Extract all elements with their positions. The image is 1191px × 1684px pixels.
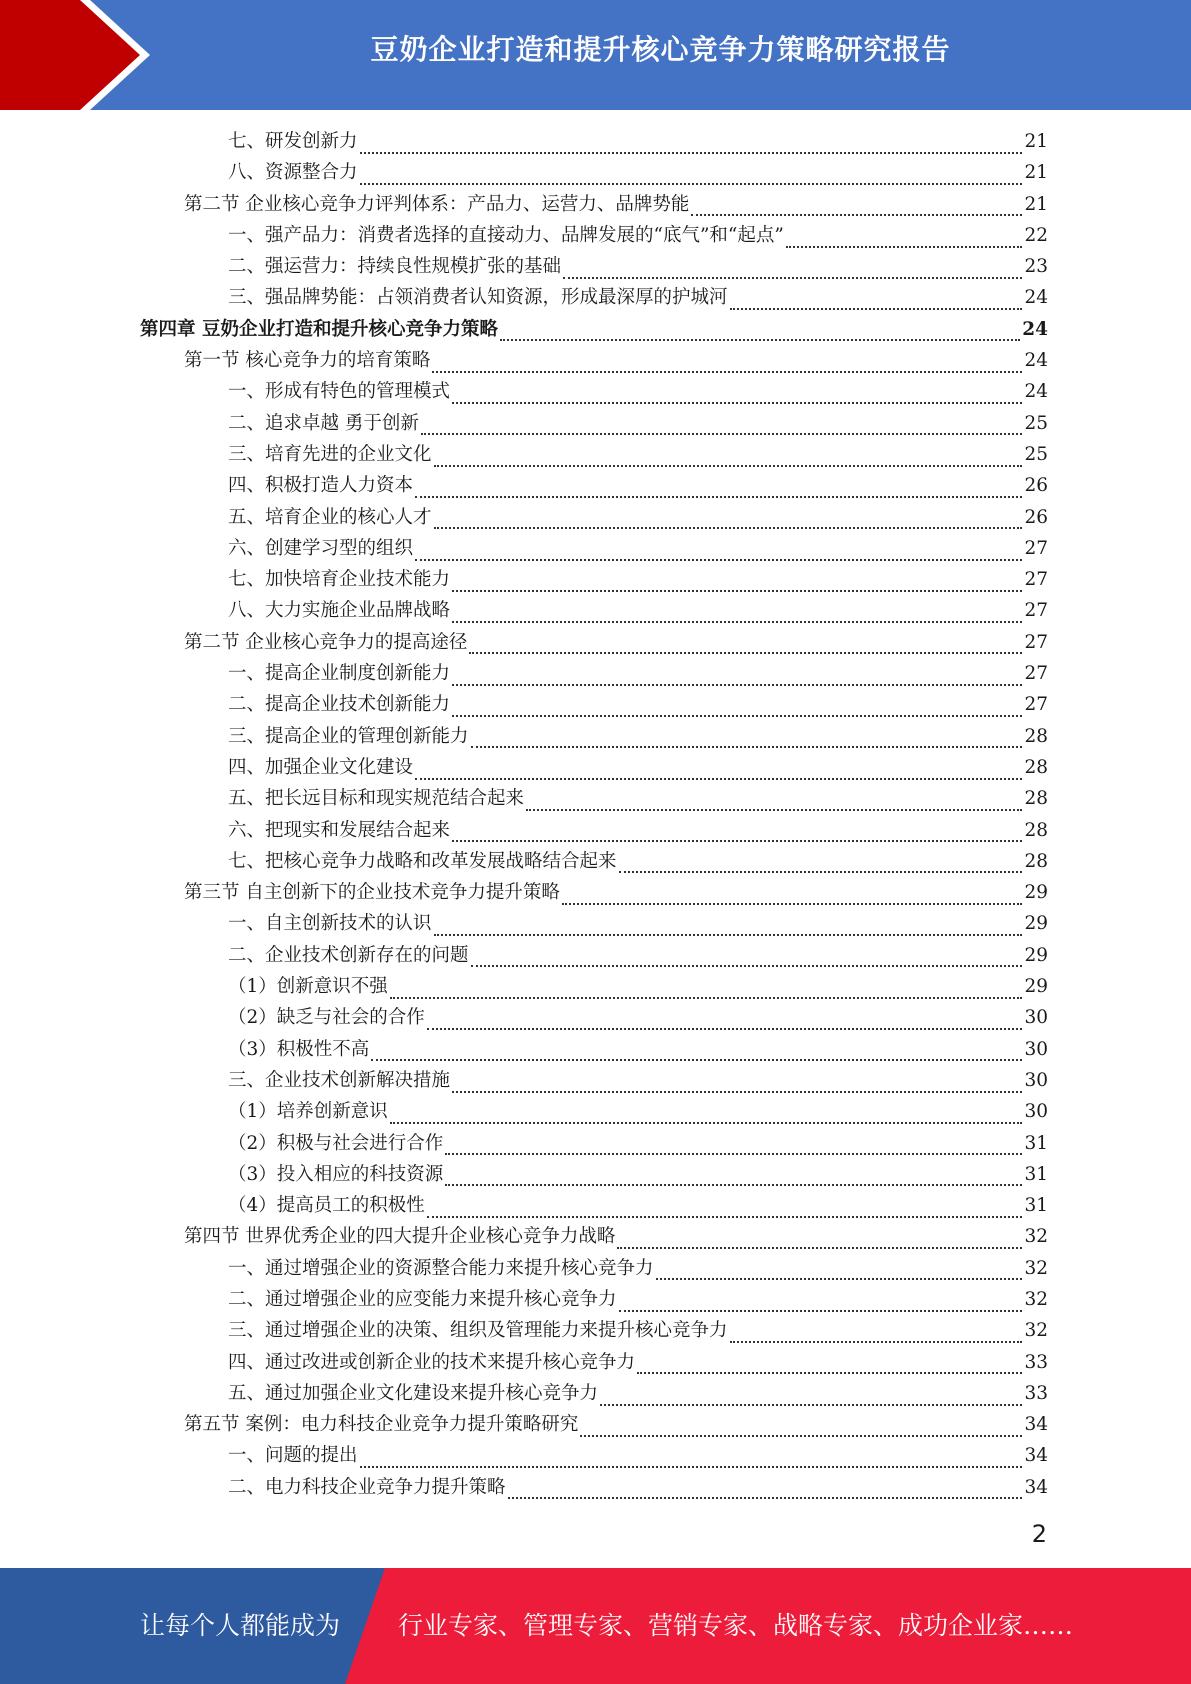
toc-dot-leader (471, 732, 1023, 748)
toc-entry-page: 34 (1024, 1414, 1048, 1436)
toc-entry-title: （1）创新意识不强 (228, 976, 388, 998)
toc-entry[interactable] (140, 189, 1048, 220)
toc-entry-title: 五、培育企业的核心人才 (228, 506, 432, 528)
toc-entry[interactable] (140, 1347, 1048, 1378)
toc-entry-page: 28 (1024, 850, 1048, 872)
toc-entry[interactable] (140, 282, 1048, 313)
toc-dot-leader (445, 1139, 1022, 1155)
toc-dot-leader (415, 764, 1022, 780)
toc-entry-page: 25 (1024, 412, 1048, 434)
toc-dot-leader (434, 920, 1023, 936)
toc-entry[interactable] (140, 1284, 1048, 1315)
footer-slogan-right: 行业专家、管理专家、营销专家、战略专家、成功企业家…… (398, 1611, 1074, 1640)
toc-entry[interactable] (140, 752, 1048, 783)
toc-dot-leader (452, 1077, 1022, 1093)
toc-entry-page: 32 (1024, 1226, 1048, 1248)
toc-entry-title: 一、提高企业制度创新能力 (228, 663, 451, 685)
toc-entry-page: 22 (1024, 224, 1048, 246)
toc-entry[interactable] (140, 251, 1048, 282)
toc-entry-page: 30 (1024, 1101, 1048, 1123)
toc-dot-leader (452, 670, 1022, 686)
toc-entry[interactable] (140, 595, 1048, 626)
toc-dot-leader (637, 1358, 1022, 1374)
toc-entry-title: 二、强运营力：持续良性规模扩张的基础 (228, 256, 562, 278)
toc-entry-title: （2）积极与社会进行合作 (228, 1132, 444, 1154)
toc-entry-title: 三、企业技术创新解决措施 (228, 1069, 451, 1091)
toc-entry-page: 34 (1024, 1476, 1048, 1498)
toc-entry-title: 三、提高企业的管理创新能力 (228, 725, 469, 747)
toc-entry[interactable] (140, 971, 1048, 1002)
toc-entry-page: 23 (1024, 256, 1048, 278)
toc-entry-page: 27 (1024, 569, 1048, 591)
toc-entry-title: 一、形成有特色的管理模式 (228, 381, 451, 403)
toc-entry-page: 28 (1024, 788, 1048, 810)
toc-entry-title: 第二节 企业核心竞争力评判体系：产品力、运营力、品牌势能 (184, 193, 690, 215)
toc-entry-title: 三、培育先进的企业文化 (228, 443, 432, 465)
toc-entry-title: 八、资源整合力 (228, 162, 358, 184)
toc-dot-leader (445, 1170, 1022, 1186)
toc-entry[interactable] (140, 376, 1048, 407)
report-title: 豆奶企业打造和提升核心竞争力策略研究报告 (370, 33, 951, 66)
toc-entry-title: （4）提高员工的积极性 (228, 1195, 425, 1217)
toc-dot-leader (526, 795, 1022, 811)
toc-entry-title: 第四章 豆奶企业打造和提升核心竞争力策略 (140, 318, 498, 340)
toc-entry[interactable] (140, 408, 1048, 439)
toc-dot-leader (600, 1390, 1022, 1406)
toc-entry-title: 六、创建学习型的组织 (228, 537, 414, 559)
toc-entry-title: 二、追求卓越 勇于创新 (228, 412, 419, 434)
page-footer (0, 1568, 1191, 1684)
toc-dot-leader (415, 545, 1022, 561)
toc-dot-leader (563, 263, 1022, 279)
toc-dot-leader (434, 513, 1023, 529)
header-red-chevron (0, 0, 140, 110)
toc-entry-title: 一、强产品力：消费者选择的直接动力、品牌发展的“底气”和“起点” (228, 224, 784, 246)
toc-entry-page: 27 (1024, 537, 1048, 559)
toc-entry-page: 29 (1024, 976, 1048, 998)
toc-dot-leader (360, 169, 1023, 185)
toc-entry-title: 五、通过加强企业文化建设来提升核心竞争力 (228, 1382, 599, 1404)
toc-entry-title: 八、大力实施企业品牌战略 (228, 600, 451, 622)
toc-entry[interactable] (140, 1253, 1048, 1284)
toc-entry[interactable] (140, 533, 1048, 564)
toc-entry-page: 31 (1024, 1163, 1048, 1185)
toc-entry-page: 29 (1024, 913, 1048, 935)
toc-entry-title: 三、强品牌势能：占领消费者认知资源，形成最深厚的护城河 (228, 287, 728, 309)
toc-entry-page: 24 (1024, 350, 1048, 372)
toc-entry[interactable] (140, 1472, 1048, 1503)
toc-dot-leader (471, 951, 1023, 967)
toc-dot-leader (452, 388, 1022, 404)
toc-entry[interactable] (140, 1378, 1048, 1409)
toc-entry[interactable] (140, 627, 1048, 658)
toc-entry[interactable] (140, 689, 1048, 720)
toc-entry-title: 七、研发创新力 (228, 131, 358, 152)
toc-entry-page: 26 (1024, 475, 1048, 497)
toc-entry-title: 二、电力科技企业竞争力提升策略 (228, 1476, 506, 1498)
toc-entry-page: 30 (1024, 1069, 1048, 1091)
toc-dot-leader (452, 826, 1022, 842)
toc-entry[interactable] (140, 1065, 1048, 1096)
toc-entry[interactable] (140, 439, 1048, 470)
toc-entry-title: 三、通过增强企业的决策、组织及管理能力来提升核心竞争力 (228, 1320, 728, 1342)
toc-entry-title: 五、把长远目标和现实规范结合起来 (228, 788, 525, 810)
toc-dot-leader (452, 576, 1022, 592)
toc-entry-page: 27 (1024, 663, 1048, 685)
toc-entry-page: 27 (1024, 694, 1048, 716)
toc-entry-page: 24 (1022, 318, 1048, 340)
toc-entry-page: 30 (1024, 1038, 1048, 1060)
toc-entry[interactable] (140, 815, 1048, 846)
toc-entry-title: 二、通过增强企业的应变能力来提升核心竞争力 (228, 1288, 617, 1310)
toc-entry-page: 24 (1024, 287, 1048, 309)
toc-entry-page: 24 (1024, 381, 1048, 403)
toc-entry[interactable] (140, 157, 1048, 188)
toc-entry[interactable] (140, 1034, 1048, 1065)
toc-dot-leader (390, 983, 1023, 999)
toc-entry-page: 32 (1024, 1288, 1048, 1310)
toc-entry-page: 29 (1024, 944, 1048, 966)
toc-entry[interactable] (140, 783, 1048, 814)
toc-entry-title: 第二节 企业核心竞争力的提高途径 (184, 631, 468, 653)
toc-dot-leader (360, 138, 1023, 154)
toc-dot-leader (691, 200, 1022, 216)
toc-entry-title: （3）投入相应的科技资源 (228, 1163, 444, 1185)
toc-dot-leader (562, 889, 1023, 905)
toc-dot-leader (619, 857, 1023, 873)
table-of-contents (140, 126, 1048, 1503)
toc-dot-leader (434, 451, 1023, 467)
page-number: 2 (1031, 1520, 1047, 1548)
toc-dot-leader (390, 1108, 1023, 1124)
toc-entry[interactable] (140, 470, 1048, 501)
toc-dot-leader (730, 1327, 1023, 1343)
toc-entry[interactable] (140, 908, 1048, 939)
toc-dot-leader (786, 232, 1023, 248)
toc-entry-title: 二、提高企业技术创新能力 (228, 694, 451, 716)
toc-entry-page: 31 (1024, 1195, 1048, 1217)
toc-dot-leader (619, 1296, 1023, 1312)
toc-entry-page: 30 (1024, 1007, 1048, 1029)
toc-entry-page: 33 (1024, 1351, 1048, 1373)
toc-entry-title: 一、通过增强企业的资源整合能力来提升核心竞争力 (228, 1257, 654, 1279)
toc-entry-title: 七、把核心竞争力战略和改革发展战略结合起来 (228, 850, 617, 872)
toc-entry[interactable] (140, 220, 1048, 251)
toc-entry[interactable] (140, 1002, 1048, 1033)
toc-dot-leader (360, 1452, 1023, 1468)
page-header (0, 0, 1191, 110)
toc-dot-leader (508, 1483, 1023, 1499)
toc-entry-title: 四、通过改进或创新企业的技术来提升核心竞争力 (228, 1351, 636, 1373)
toc-entry[interactable] (140, 1190, 1048, 1221)
toc-entry-page: 21 (1024, 131, 1048, 152)
toc-entry-title: 第一节 核心竞争力的培育策略 (184, 350, 431, 372)
toc-entry-title: （2）缺乏与社会的合作 (228, 1007, 425, 1029)
toc-dot-leader (427, 1202, 1023, 1218)
toc-entry-page: 32 (1024, 1320, 1048, 1342)
toc-entry-page: 25 (1024, 443, 1048, 465)
toc-entry-page: 21 (1024, 193, 1048, 215)
toc-entry-page: 26 (1024, 506, 1048, 528)
toc-dot-leader (730, 294, 1023, 310)
toc-entry-page: 28 (1024, 725, 1048, 747)
toc-entry-title: （1）培养创新意识 (228, 1101, 388, 1123)
toc-dot-leader (421, 419, 1023, 435)
toc-dot-leader (371, 1045, 1022, 1061)
toc-entry-title: 六、把现实和发展结合起来 (228, 819, 451, 841)
toc-entry[interactable] (140, 940, 1048, 971)
toc-entry-page: 21 (1024, 162, 1048, 184)
toc-entry[interactable] (140, 314, 1048, 345)
toc-entry[interactable] (140, 1128, 1048, 1159)
toc-entry[interactable] (140, 1096, 1048, 1127)
toc-entry[interactable] (140, 345, 1048, 376)
toc-dot-leader (452, 701, 1022, 717)
toc-entry-title: 一、自主创新技术的认识 (228, 913, 432, 935)
toc-dot-leader (427, 1014, 1023, 1030)
toc-entry[interactable] (140, 721, 1048, 752)
toc-dot-leader (580, 1421, 1022, 1437)
toc-dot-leader (617, 1233, 1022, 1249)
toc-entry-page: 32 (1024, 1257, 1048, 1279)
toc-entry-title: 四、积极打造人力资本 (228, 475, 414, 497)
toc-dot-leader (656, 1264, 1023, 1280)
toc-dot-leader (432, 357, 1022, 373)
toc-entry[interactable] (140, 877, 1048, 908)
toc-entry[interactable] (140, 1409, 1048, 1440)
toc-entry[interactable] (140, 846, 1048, 877)
toc-entry-title: （3）积极性不高 (228, 1038, 370, 1060)
toc-entry-title: 二、企业技术创新存在的问题 (228, 944, 469, 966)
toc-entry[interactable] (140, 1440, 1048, 1471)
toc-entry-page: 34 (1024, 1445, 1048, 1467)
toc-entry[interactable] (140, 1221, 1048, 1252)
toc-dot-leader (500, 325, 1020, 341)
toc-entry-title: 第五节 案例：电力科技企业竞争力提升策略研究 (184, 1414, 579, 1436)
toc-entry-page: 31 (1024, 1132, 1048, 1154)
footer-slogan-left: 让每个人都能成为 (140, 1611, 341, 1640)
toc-entry[interactable] (140, 658, 1048, 689)
toc-dot-leader (469, 638, 1022, 654)
toc-entry-title: 第三节 自主创新下的企业技术竞争力提升策略 (184, 882, 560, 904)
toc-entry-page: 27 (1024, 631, 1048, 653)
toc-entry[interactable] (140, 502, 1048, 533)
toc-dot-leader (452, 607, 1022, 623)
toc-entry[interactable] (140, 126, 1048, 157)
toc-entry-page: 27 (1024, 600, 1048, 622)
toc-entry-page: 29 (1024, 882, 1048, 904)
toc-entry[interactable] (140, 564, 1048, 595)
toc-entry-title: 四、加强企业文化建设 (228, 756, 414, 778)
toc-entry-title: 一、问题的提出 (228, 1445, 358, 1467)
toc-dot-leader (415, 482, 1022, 498)
toc-entry-page: 28 (1024, 819, 1048, 841)
toc-entry-title: 第四节 世界优秀企业的四大提升企业核心竞争力战略 (184, 1226, 616, 1248)
toc-entry-page: 33 (1024, 1382, 1048, 1404)
toc-entry-title: 七、加快培育企业技术能力 (228, 569, 451, 591)
toc-entry[interactable] (140, 1315, 1048, 1346)
toc-entry[interactable] (140, 1159, 1048, 1190)
toc-entry-page: 28 (1024, 756, 1048, 778)
